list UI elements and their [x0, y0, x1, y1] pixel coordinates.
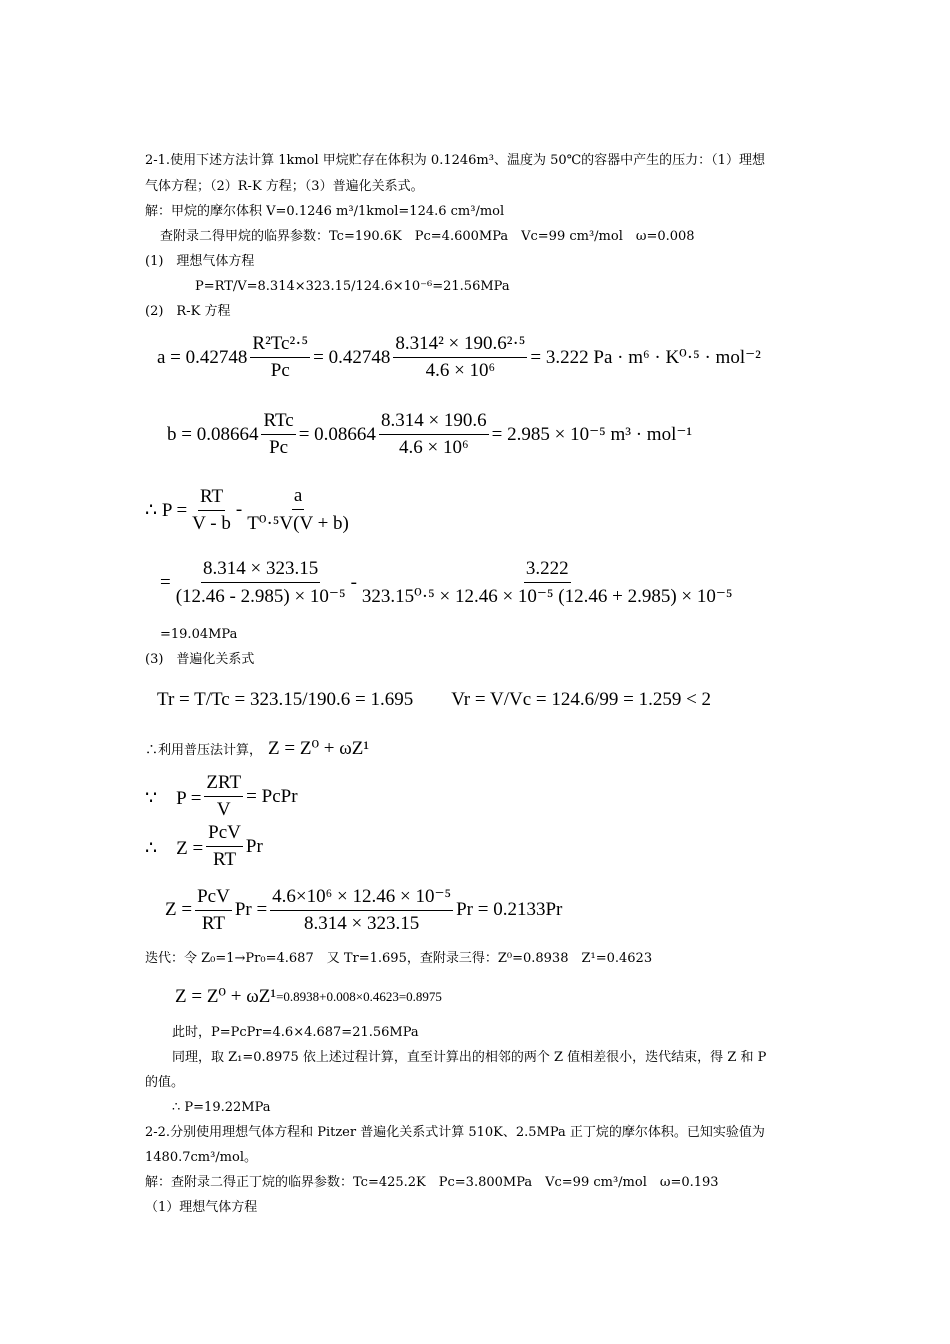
p-at-iteration: 此时，P=PcPr=4.6×4.687=21.56MPa	[172, 1025, 419, 1040]
critical-params-butane: 解：查附录二得正丁烷的临界参数：Tc=425.2K Pc=3.800MPa Vc=99 cm³/mol ω=0.193	[145, 1175, 719, 1190]
equation-p-numeric: = $\frac{8.314 \times 323.15}{\text{(12.46 - 2.985) × 10⁻⁵}}$ - $\frac{3.222}{\text{323.15⁰·⁵ × 12.46 × 10⁻⁵ (12.46 + 2.985) × 10⁻⁵}}$	[160, 558, 733, 607]
equation-z-value: Z = Z⁰ + ωZ¹ =0.8938+0.008×0.4623=0.8975	[175, 986, 442, 1007]
iteration-text: 迭代：令 Z₀=1→Pr₀=4.687 又 Tr=1.695，查附录三得：Z⁰=0.8938 Z¹=0.4623	[145, 951, 653, 966]
similarly-line-2: 的值。	[145, 1075, 185, 1090]
problem-2-1-line-2: 气体方程；（2）R-K 方程；（3）普遍化关系式。	[145, 179, 424, 194]
heading-rk: (2) R-K 方程	[145, 304, 231, 319]
equation-because: ∵ P = $\frac{\text{ZRT}}{V}$ = PcPr	[145, 772, 298, 820]
equation-a: a = 0.42748 $\frac{\text{R²Tc²·⁵}}{Pc}$ = 0.42748 $\frac{\text{8.314² × 190.6²·⁵}}{\text{4.6 × 10⁶}}$ = 3.222 Pa · m⁶ · K⁰·⁵ · mol⁻²	[157, 333, 761, 381]
result-p-rk: =19.04MPa	[160, 627, 238, 642]
equation-p: ∴ P = $\frac{RT}{V - b}$ - $\frac{a}{\text{T⁰·⁵V(V + b)}}$	[145, 485, 349, 534]
problem-2-2-line-2: 1480.7cm³/mol。	[145, 1150, 257, 1165]
equation-tr-vr: Tr = T/Tc = 323.15/190.6 = 1.695 Vr = V/Vc = 124.6/99 = 1.259 < 2	[157, 689, 712, 710]
equation-z-intro: ∴利用普压法计算， Z = Z⁰ + ωZ¹	[145, 738, 370, 759]
equation-b: b = 0.08664 $\frac{\text{RTc}}{Pc}$ = 0.08664 $\frac{8.314 \times 190.6}{\text{4.6 × 10⁶}}$ = 2.985 × 10⁻⁵ m³ · mol⁻¹	[167, 410, 693, 458]
solution-molar-volume: 解：甲烷的摩尔体积 V=0.1246 m³/1kmol=124.6 cm³/mol	[145, 204, 505, 219]
heading-generalized: (3) 普遍化关系式	[145, 652, 255, 667]
problem-2-1-line-1: 2-1.使用下述方法计算 1kmol 甲烷贮存在体积为 0.1246m³、温度为 50℃的容器中产生的压力：（1）理想	[145, 153, 765, 168]
equation-therefore: ∴ Z = $\frac{\text{PcV}}{RT}$ Pr	[145, 822, 263, 870]
critical-params-methane: 查附录二得甲烷的临界参数：Tc=190.6K Pc=4.600MPa Vc=99 cm³/mol ω=0.008	[160, 229, 695, 244]
problem-2-2-line-1: 2-2.分别使用理想气体方程和 Pitzer 普遍化关系式计算 510K、2.5MPa 正丁烷的摩尔体积。已知实验值为	[145, 1125, 765, 1140]
similarly-line-1: 同理，取 Z₁=0.8975 依上述过程计算，直至计算出的相邻的两个 Z 值相差很小，迭代结束，得 Z 和 P	[172, 1050, 767, 1065]
heading-ideal-gas: (1) 理想气体方程	[145, 254, 255, 269]
heading-ideal-gas-2: （1）理想气体方程	[145, 1200, 258, 1215]
ideal-gas-result: P=RT/V=8.314×323.15/124.6×10⁻⁶=21.56MPa	[195, 279, 510, 294]
final-p: ∴ P=19.22MPa	[172, 1100, 271, 1115]
equation-z-numeric: Z = $\frac{\text{PcV}}{RT}$ Pr = $\frac{\text{4.6×10⁶ × 12.46 × 10⁻⁵}}{8.314 \times 323.15}$ Pr = 0.2133Pr	[165, 885, 563, 934]
